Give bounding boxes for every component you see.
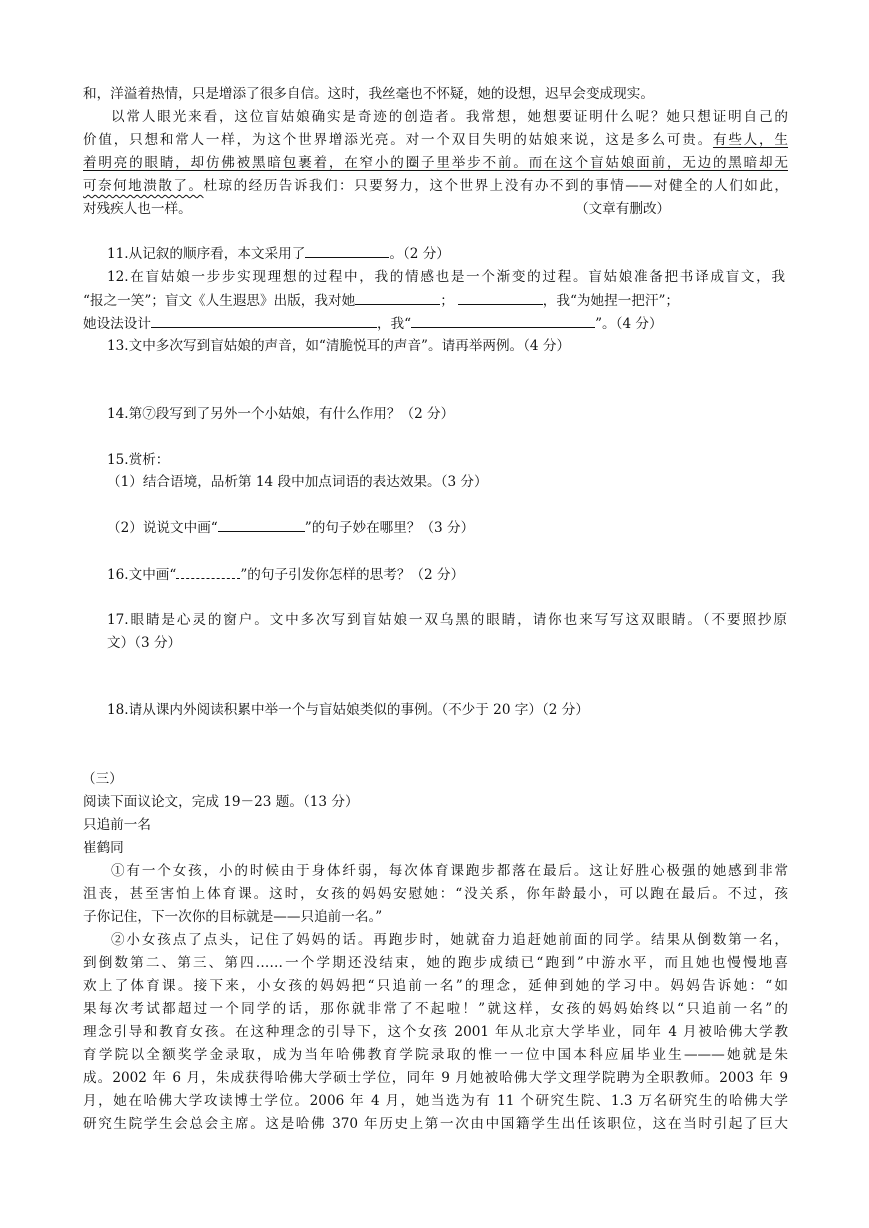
question-text: 12.在盲姑娘一步步实现理想的过程中，我的情感也是一个渐变的过程。盲姑娘准备把书译成盲文，我 <box>107 269 785 285</box>
paragraph-2-line <box>83 1091 788 1111</box>
question-12-line3 <box>83 313 788 334</box>
question-17-line2 <box>107 633 812 653</box>
passage-line <box>83 84 788 104</box>
question-text: ”的句子引发你怎样的思考？（2 分） <box>240 567 465 583</box>
question-15-2 <box>107 517 812 538</box>
paragraph-text: 成。2002 年 6 月，朱成获得哈佛大学硕士学位，同年 9 月她被哈佛大学文理学院聘为全职教师。2003 年 9 <box>83 1070 788 1086</box>
paragraph-1-line <box>83 884 788 904</box>
passage-text: 对残疾人也一样。 <box>83 201 192 217</box>
question-text: ，我“ <box>376 316 412 332</box>
section-instruction <box>83 792 788 812</box>
wavy-underlined-sentence: 可奈何地溃散了。 <box>83 178 204 194</box>
passage-text: 价值，只想和常人一样，为这个世界增添光亮。对一个双目失明的姑娘来说，这是多么可贵。 <box>83 132 713 148</box>
question-17 <box>107 610 787 630</box>
question-text: 18.请从课内外阅读积累中举一个与盲姑娘类似的事例。（不少于 20 字）（2 分） <box>107 702 589 718</box>
question-text: 文）（3 分） <box>107 635 182 651</box>
question-15 <box>107 450 812 470</box>
title-text: 只追前一名 <box>83 817 151 833</box>
paragraph-text: 沮丧，甚至害怕上体育课。这时，女孩的妈妈安慰她：“没关系，你年龄最小，可以跑在最后。不过，孩 <box>83 886 788 902</box>
question-18 <box>107 700 812 720</box>
question-text: （2）说说文中画“ <box>107 520 218 536</box>
answer-blank <box>218 517 305 532</box>
paragraph-text: 研究生院学生会总会主席。这是哈佛 370 年历史上第一次由中国籍学生出任该职位，这在当时引起了巨大 <box>83 1116 788 1132</box>
paragraph-2-line <box>83 999 788 1019</box>
question-text: 14.第⑦段写到了另外一个小姑娘，有什么作用？（2 分） <box>107 406 455 422</box>
passage-line <box>83 130 788 150</box>
article-author <box>83 838 788 858</box>
passage-line <box>83 153 788 173</box>
instruction-text: 阅读下面议论文，完成 19－23 题。（13 分） <box>83 794 359 810</box>
paragraph-2-line <box>83 1114 788 1134</box>
paragraph-2-line <box>83 1068 788 1088</box>
question-12-line2 <box>83 290 788 311</box>
question-text: ； <box>440 293 454 309</box>
paragraph-text: 理念引导和教育女孩。在这种理念的引导下，这个女孩 2001 年从北京大学毕业，同年 4 月被哈佛大学教 <box>83 1024 788 1040</box>
question-text: “报之一笑”；盲文《人生遐思》出版，我对她 <box>83 293 356 309</box>
question-text: 15.赏析： <box>107 452 170 468</box>
source-note: （文章有删改） <box>575 201 671 217</box>
underlined-sentence: 着明亮的眼睛，却仿佛被黑暗包裹着，在窄小的圈子里举步不前。而在这个盲姑娘面前，无边的黑暗却无 <box>83 155 788 171</box>
paragraph-2-line <box>83 1045 788 1065</box>
question-text: 17.眼睛是心灵的窗户。文中多次写到盲姑娘一双乌黑的眼睛，请你也来写写这双眼睛。（不要照抄原 <box>107 612 787 628</box>
question-11 <box>107 243 812 264</box>
paragraph-text: 月，她在哈佛大学攻读博士学位。2006 年 4 月，她当选为有 11 个研究生院、1.3 万名研究生的哈佛大学 <box>83 1093 788 1109</box>
paragraph-2-line <box>83 976 788 996</box>
paragraph-text: 果每次考试都超过一个同学的话，那你就非常了不起啦！”就这样，女孩的妈妈始终以“只追前一名”的 <box>83 1001 788 1017</box>
question-text: ”。（4 分） <box>595 316 663 332</box>
paragraph-text: 子你记住，下一次你的目标就是——只追前一名。” <box>83 909 383 925</box>
answer-blank[interactable] <box>151 313 377 328</box>
question-16 <box>107 564 812 585</box>
paragraph-1-line <box>111 861 788 881</box>
question-text: 。（2 分） <box>389 246 450 262</box>
answer-blank[interactable] <box>355 290 440 305</box>
question-text: 她设法设计 <box>83 316 151 332</box>
answer-blank[interactable] <box>458 290 543 305</box>
question-12 <box>107 267 785 287</box>
paragraph-2-line <box>83 1022 788 1042</box>
article-title <box>83 815 788 835</box>
paragraph-2-line <box>83 953 788 973</box>
paragraph-1-line <box>83 907 788 927</box>
question-13 <box>107 336 812 356</box>
question-text: 16.文中画“ <box>107 567 177 583</box>
question-text: 11.从记叙的顺序看，本文采用了 <box>107 246 306 262</box>
passage-line <box>111 107 788 127</box>
paragraph-text: 到倒数第二、第三、第四……一个学期还没结束，她的跑步成绩已“跑到”中游水平，而且她也慢慢地喜 <box>83 955 788 971</box>
question-text: （1）结合语境，品析第 14 段中加点词语的表达效果。（3 分） <box>107 474 488 490</box>
passage-text: 以常人眼光来看，这位盲姑娘确实是奇迹的创造者。我常想，她想要证明什么呢？她只想证明自己的 <box>111 109 788 125</box>
author-text: 崔鹤同 <box>83 840 124 856</box>
answer-blank[interactable] <box>411 313 595 328</box>
paragraph-2-line <box>111 930 788 950</box>
paragraph-text: 欢上了体育课。接下来，小女孩的妈妈把“只追前一名”的理念，延伸到她的学习中。妈妈告诉她：“如 <box>83 978 788 994</box>
passage-text: 杜琼的经历告诉我们：只要努力，这个世界上没有办不到的事情——对健全的人们如此， <box>203 178 788 194</box>
question-text: ，我“为她捏一把汗”； <box>542 293 680 309</box>
answer-blank[interactable] <box>305 243 389 258</box>
passage-text: 和，洋溢着热情，只是增添了很多自信。这时，我丝毫也不怀疑，她的设想，迟早会变成现实。 <box>83 86 654 102</box>
section-heading: （三） <box>82 771 123 787</box>
question-text: ”的句子妙在哪里？（3 分） <box>304 520 475 536</box>
wavy-blank <box>176 564 240 579</box>
question-15-1 <box>107 472 812 492</box>
paragraph-text: ②小女孩点了点头，记住了妈妈的话。再跑步时，她就奋力追赶她前面的同学。结果从倒数第一名， <box>111 932 788 948</box>
paragraph-text: 育学院以全额奖学金录取，成为当年哈佛教育学院录取的惟一一位中国本科应届毕业生———她就是朱 <box>83 1047 788 1063</box>
paragraph-text: ①有一个女孩，小的时候由于身体纤弱，每次体育课跑步都落在最后。这让好胜心极强的她感到非常 <box>111 863 788 879</box>
passage-line <box>83 199 788 219</box>
underlined-sentence: 有些人，生 <box>712 132 789 148</box>
passage-line <box>83 176 788 196</box>
question-14 <box>107 404 812 424</box>
question-text: 13.文中多次写到盲姑娘的声音，如“清脆悦耳的声音”。请再举两例。（4 分） <box>107 338 571 354</box>
